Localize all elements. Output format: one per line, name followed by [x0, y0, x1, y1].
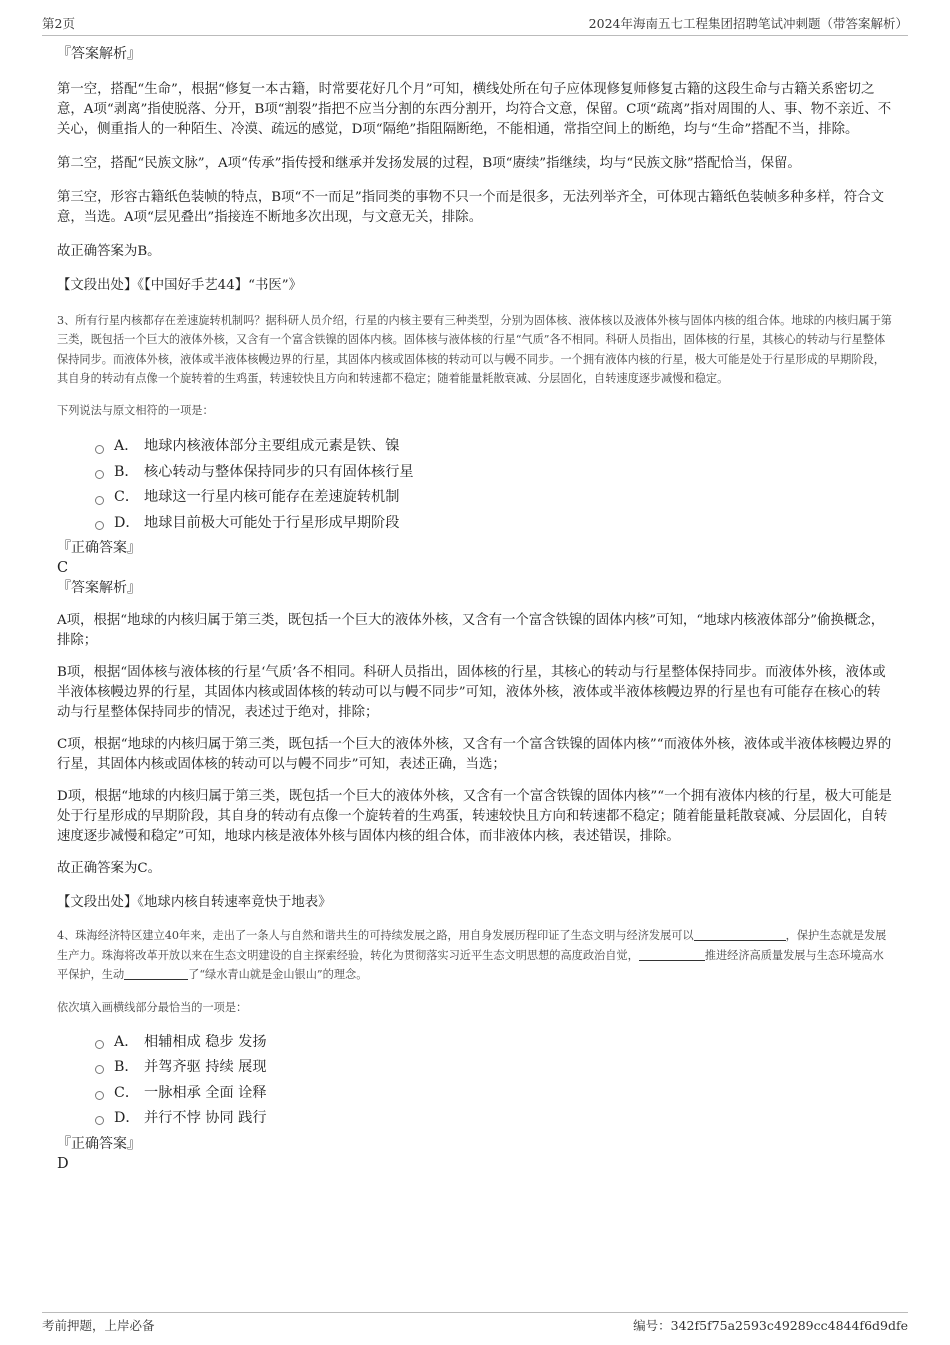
page-content [57, 44, 893, 1174]
q4-stem: 4、珠海经济特区建立40年来，走出了一条人与自然和谐共生的可持续发展之路，用自身发展历程印证了生态文明与经济发展可以 ，保护生态就是发展生产力。珠海将改革开放以来在生态文明建设的自主探索经验，转化为贯彻落实习近平生态文明思想的高度政治自觉， 推进经济高质量发展与生态环境高水平保护，生动 了“绿水青山就是金山银山”的理念。 [57, 929, 887, 982]
q3-conclusion: 故正确答案为C。 [57, 861, 161, 877]
q4-option-a[interactable]: A． 相辅相成 稳步 发扬 [95, 1030, 893, 1056]
q3-option-d[interactable]: D． 地球目前极大可能处于行星形成早期阶段 [95, 511, 893, 537]
q3-answer-label: 『正确答案』 [57, 540, 141, 557]
q3-analysis-label: 『答案解析』 [57, 580, 141, 597]
radio-button[interactable] [95, 1040, 104, 1049]
q4-prompt: 依次填入画横线部分最恰当的一项是： [57, 1001, 248, 1015]
radio-button[interactable] [95, 1116, 104, 1125]
q4-options [57, 1030, 893, 1132]
radio-button[interactable] [95, 445, 104, 454]
fill-blank-3 [124, 967, 188, 980]
q2-conclusion: 故正确答案为B。 [57, 244, 161, 259]
q3-explain-d: D项，根据“地球的内核归属于第三类，既包括一个巨大的液体外核，又含有一个富含铁镍的固体内核”“一个拥有液体内核的行星，极大可能是处于行星形成的早期阶段，其自身的转动有点像一个旋转着的生鸡蛋，转速较快且方向和转速都不稳定；随着能量耗散衰减、分层固化，自转速度逐步减慢和稳定”可知，地球内核是液体外核与固体内核的组合体，而非液体内核，表述错误，排除。 [57, 789, 892, 845]
q3-stem: 3、所有行星内核都存在差速旋转机制吗？据科研人员介绍，行星的内核主要有三种类型，分别为固体核、液体核以及液体外核与固体内核的组合体。地球的内核归属于第三类，既包括一个巨大的液体外核，又含有一个富含铁镍的固体内核。固体核与液体核的行星“气质”各不相同。科研人员指出，固体核的行星，其核心的转动与行星整体保持同步。而液体外核，液体或半液体核幔边界的行星，其固体内核或固体核的转动可以与幔不同步。一个拥有液体内核的行星，极大可能是处于行星形成的早期阶段，其自身的转动有点像一个旋转着的生鸡蛋，转速较快且方向和转速都不稳定；随着能量耗散衰减、分层固化，自转速度逐步减慢和稳定。 [57, 314, 892, 385]
radio-button[interactable] [95, 521, 104, 530]
q2-analysis-para1: 第一空，搭配“生命”，根据“修复一本古籍，时常要花好几个月”可知，横线处所在句子应体现修复师修复古籍的这段生命与古籍关系密切之意，A项“剥离”指使脱落、分开，B项“割裂”指把不应当分割的东西分割开，均符合文意，保留。C项“疏离”指对周围的人、事、物不亲近、不关心，侧重指人的一种陌生、冷漠、疏远的感觉，D项“隔绝”指阻隔断绝，不能相通，常指空间上的断绝，均与“生命”搭配不当，排除。 [57, 82, 892, 137]
page-header [42, 14, 908, 36]
q3-option-c[interactable]: C． 地球这一行星内核可能存在差速旋转机制 [95, 485, 893, 511]
radio-button[interactable] [95, 1091, 104, 1100]
q3-source: 【文段出处】《地球内核自转速率竟快于地表》 [57, 895, 332, 911]
q4-option-d[interactable]: D． 并行不悖 协同 践行 [95, 1106, 893, 1132]
q3-explain-a: A项，根据“地球的内核归属于第三类，既包括一个巨大的液体外核，又含有一个富含铁镍的固体内核”可知，“地球内核液体部分”偷换概念，排除； [57, 613, 885, 649]
q3-answer: C [57, 560, 69, 577]
document-title: 2024年海南五七工程集团招聘笔试冲刺题（带答案解析） [588, 16, 908, 31]
q3-explain-b: B项，根据“固体核与液体核的行星‘气质’各不相同。科研人员指出，固体核的行星，其核心的转动与行星整体保持同步。而液体外核，液体或半液体核幔边界的行星，其固体内核或固体核的转动可以与幔不同步”可知，液体外核，液体或半液体核幔边界的行星也有可能存在核心的转动与行星整体保持同步的情况，表述过于绝对，排除； [57, 665, 886, 721]
radio-button[interactable] [95, 1065, 104, 1074]
q3-options [57, 434, 893, 536]
radio-button[interactable] [95, 496, 104, 505]
page-number: 第2页 [42, 16, 75, 31]
q4-option-b[interactable]: B． 并驾齐驱 持续 展现 [95, 1055, 893, 1081]
q2-analysis-para2: 第二空，搭配“民族文脉”，A项“传承”指传授和继承并发扬发展的过程，B项“赓续”指继续，均与“民族文脉”搭配恰当，保留。 [57, 156, 801, 171]
fill-blank-1 [694, 928, 786, 941]
q2-source: 【文段出处】《【中国好手艺44】“书医”》 [57, 278, 302, 293]
fill-blank-2 [639, 948, 705, 961]
q3-option-a[interactable]: A． 地球内核液体部分主要组成元素是铁、镍 [95, 434, 893, 460]
q4-option-c[interactable]: C． 一脉相承 全面 诠释 [95, 1081, 893, 1107]
document-id: 编号：342f5f75a2593c49289cc4844f6d9dfe [633, 1318, 908, 1333]
page-footer [42, 1312, 908, 1334]
q4-answer: D [57, 1155, 69, 1172]
radio-button[interactable] [95, 470, 104, 479]
q2-analysis-para3: 第三空，形容古籍纸色装帧的特点，B项“不一而足”指同类的事物不只一个而是很多，无法列举齐全，可体现古籍纸色装帧多种多样，符合文意，当选。A项“层见叠出”指接连不断地多次出现，与文意无关，排除。 [57, 190, 884, 225]
q2-analysis-label: 『答案解析』 [57, 46, 141, 62]
footer-slogan: 考前押题，上岸必备 [42, 1318, 155, 1333]
q3-option-b[interactable]: B． 核心转动与整体保持同步的只有固体核行星 [95, 460, 893, 486]
q3-explain-c: C项，根据“地球的内核归属于第三类，既包括一个巨大的液体外核，又含有一个富含铁镍的固体内核”“而液体外核，液体或半液体核幔边界的行星，其固体内核或固体核的转动可以与幔不同步”可知，表述正确，当选； [57, 737, 892, 773]
q4-answer-label: 『正确答案』 [57, 1135, 141, 1152]
q3-prompt: 下列说法与原文相符的一项是： [57, 404, 214, 418]
